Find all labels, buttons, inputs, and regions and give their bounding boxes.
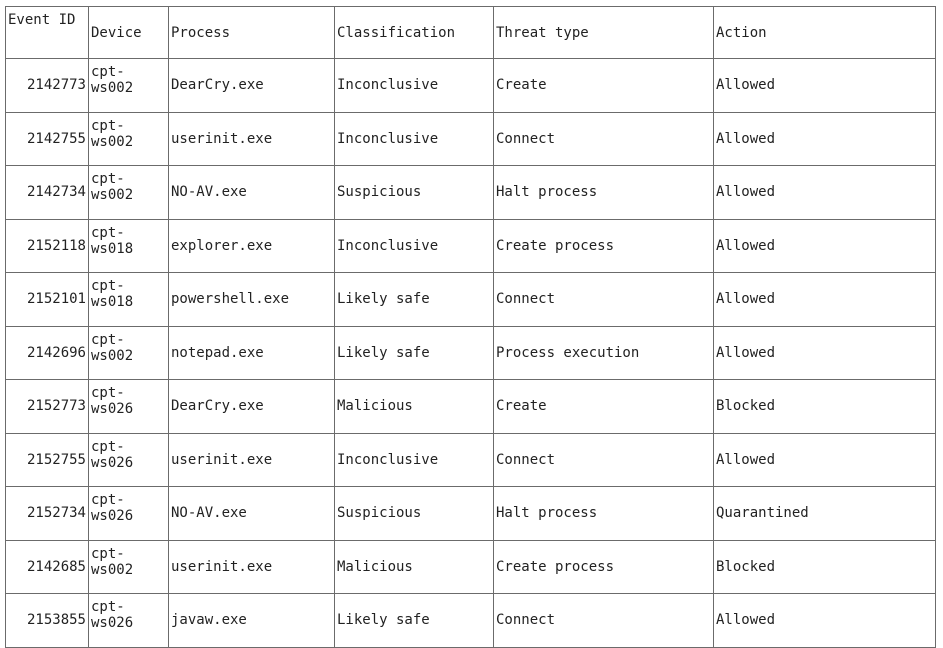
cell-threat-type: Connect	[494, 433, 714, 487]
cell-classification: Inconclusive	[335, 433, 494, 487]
cell-classification: Inconclusive	[335, 112, 494, 166]
cell-threat-type: Connect	[494, 594, 714, 648]
table-row	[6, 59, 936, 113]
cell-device: cpt-ws018	[89, 273, 169, 327]
table-row	[6, 540, 936, 594]
header-row	[6, 7, 936, 59]
header-device: Device	[89, 7, 169, 59]
table-row	[6, 112, 936, 166]
event-table	[5, 6, 936, 648]
header-threat-type: Threat type	[494, 7, 714, 59]
header-action: Action	[714, 7, 936, 59]
table-row	[6, 219, 936, 273]
header-event-id: Event ID	[6, 7, 89, 59]
cell-process: NO-AV.exe	[169, 166, 335, 220]
cell-classification: Likely safe	[335, 273, 494, 327]
cell-process: explorer.exe	[169, 219, 335, 273]
cell-threat-type: Process execution	[494, 326, 714, 380]
cell-action: Blocked	[714, 380, 936, 434]
cell-device: cpt-ws002	[89, 112, 169, 166]
cell-action: Allowed	[714, 59, 936, 113]
cell-process: NO-AV.exe	[169, 487, 335, 541]
cell-threat-type: Create	[494, 380, 714, 434]
cell-device: cpt-ws018	[89, 219, 169, 273]
cell-event-id: 2142755	[6, 112, 89, 166]
cell-event-id: 2142734	[6, 166, 89, 220]
cell-threat-type: Halt process	[494, 487, 714, 541]
cell-process: userinit.exe	[169, 433, 335, 487]
cell-device: cpt-ws002	[89, 166, 169, 220]
cell-classification: Likely safe	[335, 594, 494, 648]
cell-classification: Likely safe	[335, 326, 494, 380]
table-row	[6, 273, 936, 327]
cell-device: cpt-ws026	[89, 594, 169, 648]
cell-action: Allowed	[714, 112, 936, 166]
cell-event-id: 2152118	[6, 219, 89, 273]
table-row	[6, 326, 936, 380]
cell-action: Allowed	[714, 594, 936, 648]
cell-event-id: 2152755	[6, 433, 89, 487]
cell-process: powershell.exe	[169, 273, 335, 327]
cell-process: DearCry.exe	[169, 380, 335, 434]
cell-action: Allowed	[714, 273, 936, 327]
cell-threat-type: Create process	[494, 219, 714, 273]
cell-event-id: 2142685	[6, 540, 89, 594]
cell-action: Allowed	[714, 219, 936, 273]
cell-threat-type: Halt process	[494, 166, 714, 220]
cell-classification: Suspicious	[335, 166, 494, 220]
cell-event-id: 2142773	[6, 59, 89, 113]
cell-action: Blocked	[714, 540, 936, 594]
table-row	[6, 594, 936, 648]
table-row	[6, 380, 936, 434]
cell-event-id: 2153855	[6, 594, 89, 648]
cell-classification: Inconclusive	[335, 219, 494, 273]
table-row	[6, 166, 936, 220]
cell-event-id: 2152773	[6, 380, 89, 434]
cell-device: cpt-ws002	[89, 59, 169, 113]
cell-device: cpt-ws026	[89, 433, 169, 487]
table-row	[6, 433, 936, 487]
header-classification: Classification	[335, 7, 494, 59]
event-table-container	[5, 6, 936, 648]
header-process: Process	[169, 7, 335, 59]
cell-action: Allowed	[714, 433, 936, 487]
cell-device: cpt-ws026	[89, 487, 169, 541]
cell-action: Quarantined	[714, 487, 936, 541]
cell-process: userinit.exe	[169, 540, 335, 594]
cell-classification: Inconclusive	[335, 59, 494, 113]
table-row	[6, 487, 936, 541]
cell-process: javaw.exe	[169, 594, 335, 648]
cell-action: Allowed	[714, 166, 936, 220]
cell-device: cpt-ws002	[89, 326, 169, 380]
cell-threat-type: Connect	[494, 112, 714, 166]
cell-classification: Suspicious	[335, 487, 494, 541]
cell-event-id: 2142696	[6, 326, 89, 380]
cell-process: notepad.exe	[169, 326, 335, 380]
cell-threat-type: Connect	[494, 273, 714, 327]
cell-event-id: 2152734	[6, 487, 89, 541]
cell-threat-type: Create process	[494, 540, 714, 594]
cell-device: cpt-ws026	[89, 380, 169, 434]
cell-classification: Malicious	[335, 380, 494, 434]
cell-event-id: 2152101	[6, 273, 89, 327]
cell-device: cpt-ws002	[89, 540, 169, 594]
cell-classification: Malicious	[335, 540, 494, 594]
cell-process: userinit.exe	[169, 112, 335, 166]
cell-process: DearCry.exe	[169, 59, 335, 113]
cell-action: Allowed	[714, 326, 936, 380]
cell-threat-type: Create	[494, 59, 714, 113]
